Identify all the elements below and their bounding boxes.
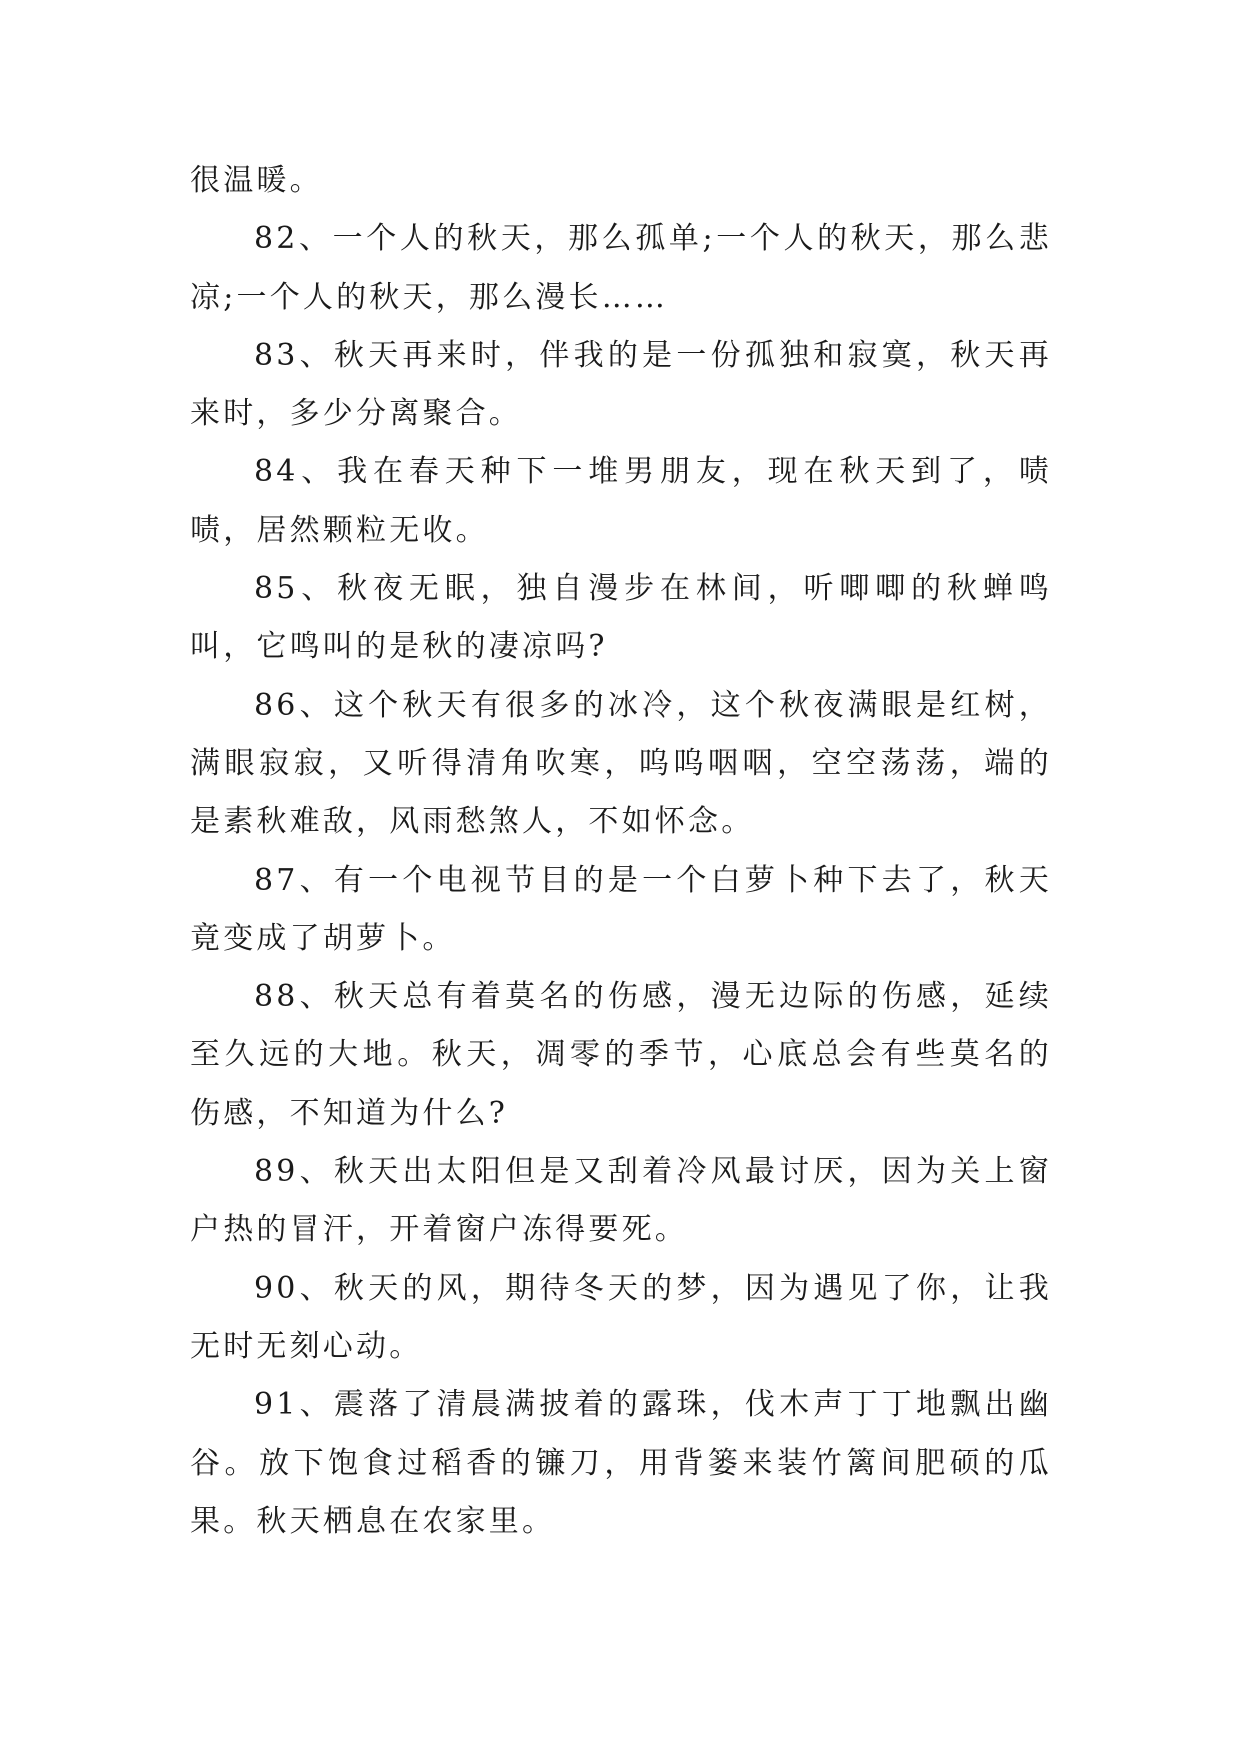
document-body	[190, 152, 1052, 1551]
paragraph-continuation: 很温暖。	[190, 163, 323, 198]
paragraph-90: 90、秋天的风，期待冬天的梦，因为遇见了你，让我无时无刻心动。	[190, 1270, 1052, 1364]
paragraph-87: 87、有一个电视节目的是一个白萝卜种下去了，秋天竟变成了胡萝卜。	[190, 862, 1052, 956]
paragraph-89: 89、秋天出太阳但是又刮着冷风最讨厌，因为关上窗户热的冒汗，开着窗户冻得要死。	[190, 1154, 1052, 1248]
paragraph-83: 83、秋天再来时，伴我的是一份孤独和寂寞，秋天再来时，多少分离聚合。	[190, 337, 1052, 432]
paragraph-86: 86、这个秋天有很多的冰冷，这个秋夜满眼是红树，满眼寂寂，又听得清角吹寒，呜呜咽咽，空空荡荡，端的是素秋难敌，风雨愁煞人，不如怀念。	[190, 687, 1052, 840]
paragraph-84: 84、我在春天种下一堆男朋友，现在秋天到了，啧啧，居然颗粒无收。	[190, 454, 1052, 548]
paragraph-85: 85、秋夜无眠，独自漫步在林间，听唧唧的秋蝉鸣叫，它鸣叫的是秋的凄凉吗?	[190, 571, 1052, 665]
paragraph-88: 88、秋天总有着莫名的伤感，漫无边际的伤感，延续至久远的大地。秋天，凋零的季节，心底总会有些莫名的伤感，不知道为什么?	[190, 979, 1052, 1131]
paragraph-82: 82、一个人的秋天，那么孤单;一个人的秋天，那么悲凉;一个人的秋天，那么漫长……	[190, 221, 1052, 315]
paragraph-91: 91、震落了清晨满披着的露珠，伐木声丁丁地飘出幽谷。放下饱食过稻香的镰刀，用背篓来装竹篱间肥硕的瓜果。秋天栖息在农家里。	[190, 1387, 1052, 1539]
